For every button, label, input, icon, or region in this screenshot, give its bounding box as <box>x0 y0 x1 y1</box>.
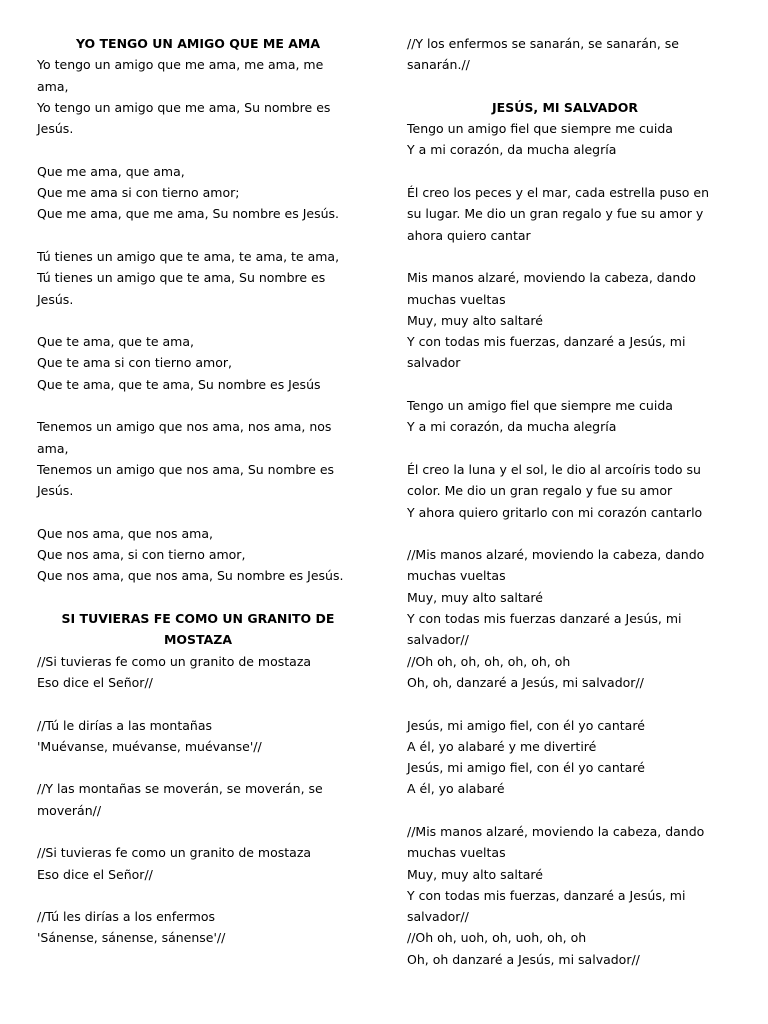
lyric-line: Jesús. <box>37 483 74 499</box>
lyric-line: Que te ama, que te ama, <box>37 334 194 350</box>
lyric-line: Y con todas mis fuerzas, danzaré a Jesús, mi <box>407 887 686 903</box>
stanza <box>37 161 359 225</box>
lyric-line: A él, yo alabaré <box>407 781 505 797</box>
lyric-line: Que nos ama, que nos ama, Su nombre es Jesús. <box>37 568 344 584</box>
lyric-line: Que te ama si con tierno amor, <box>37 355 232 371</box>
song-title: YO TENGO UN AMIGO QUE ME AMA <box>75 36 321 51</box>
lyric-line: //Oh oh, oh, oh, oh, oh, oh <box>407 653 571 669</box>
lyric-line: //Mis manos alzaré, moviendo la cabeza, dando <box>407 547 705 563</box>
lyric-line: Tú tienes un amigo que te ama, te ama, te ama, <box>37 248 340 264</box>
lyric-line: Que me ama, que me ama, Su nombre es Jesús. <box>37 206 340 222</box>
song <box>37 608 359 949</box>
stanza <box>407 821 723 970</box>
lyric-line: Él creo la luna y el sol, le dio al arcoíris todo su <box>407 461 701 477</box>
lyric-line: Mis manos alzaré, moviendo la cabeza, dando <box>407 270 696 286</box>
stanza <box>37 651 359 694</box>
stanza <box>407 459 723 523</box>
lyric-line: muchas vueltas <box>407 291 506 307</box>
lyric-line: moverán// <box>37 802 102 818</box>
lyric-line: Yo tengo un amigo que me ama, Su nombre es <box>37 99 331 115</box>
lyric-line: salvador// <box>407 909 469 925</box>
lyric-line: Jesús, mi amigo fiel, con él yo cantaré <box>407 717 645 733</box>
lyric-line: 'Sánense, sánense, sánense'// <box>37 930 226 946</box>
lyric-line: Muy, muy alto saltaré <box>407 589 543 605</box>
lyric-line: Que me ama, que ama, <box>37 163 185 179</box>
lyric-line: salvador// <box>407 632 469 648</box>
lyric-line: Tú tienes un amigo que te ama, Su nombre es <box>37 270 326 286</box>
lyric-line: Que nos ama, si con tierno amor, <box>37 547 246 563</box>
lyric-line: //Si tuvieras fe como un granito de mostaza <box>37 845 312 861</box>
lyric-line: sanarán.// <box>407 57 470 73</box>
stanza <box>37 331 359 395</box>
lyric-line: Y a mi corazón, da mucha alegría <box>407 419 617 435</box>
lyric-line: Tengo un amigo fiel que siempre me cuida <box>407 398 673 414</box>
lyric-line: Y con todas mis fuerzas danzaré a Jesús, mi <box>407 611 682 627</box>
lyric-line: Jesús, mi amigo fiel, con él yo cantaré <box>407 760 645 776</box>
lyric-line: Y ahora quiero gritarlo con mi corazón cantarlo <box>407 504 703 520</box>
lyric-line: Eso dice el Señor// <box>37 674 153 690</box>
stanza <box>37 778 359 821</box>
lyric-line: ama, <box>37 78 69 94</box>
stanza <box>407 395 723 438</box>
lyric-line: Tengo un amigo fiel que siempre me cuida <box>407 121 673 137</box>
lyric-line: ama, <box>37 440 69 456</box>
lyric-line: Tenemos un amigo que nos ama, nos ama, nos <box>37 419 332 435</box>
lyric-line: color. Me dio un gran regalo y fue su amor <box>407 483 673 499</box>
song-title: SI TUVIERAS FE COMO UN GRANITO DE MOSTAZA <box>61 611 335 648</box>
lyric-line: //Y los enfermos se sanarán, se sanarán, se <box>407 36 679 51</box>
lyric-line: Que me ama si con tierno amor; <box>37 185 240 201</box>
lyric-line: Jesús. <box>37 291 74 307</box>
lyric-line: ahora quiero cantar <box>407 227 531 243</box>
lyric-line: //Oh oh, uoh, oh, uoh, oh, oh <box>407 930 587 946</box>
lyric-line: muchas vueltas <box>407 568 506 584</box>
stanza <box>37 416 359 501</box>
lyric-line: Oh, oh danzaré a Jesús, mi salvador// <box>407 951 640 967</box>
song <box>407 97 723 970</box>
left-column <box>37 33 359 949</box>
lyric-line: Que te ama, que te ama, Su nombre es Jesús <box>37 376 321 392</box>
lyric-line: Él creo los peces y el mar, cada estrella puso en <box>407 185 710 201</box>
stanza <box>37 842 359 885</box>
lyric-line: Y con todas mis fuerzas, danzaré a Jesús, mi <box>407 334 686 350</box>
stanza <box>37 906 359 949</box>
stanza <box>407 118 723 161</box>
stanza <box>37 715 359 758</box>
lyric-line: //Y las montañas se moverán, se moverán, se <box>37 781 323 797</box>
lyric-line: 'Muévanse, muévanse, muévanse'// <box>37 738 262 754</box>
lyric-line: su lugar. Me dio un gran regalo y fue su amor y <box>407 206 704 222</box>
lyric-line: salvador <box>407 355 461 371</box>
stanza <box>407 267 723 373</box>
lyric-line: Y a mi corazón, da mucha alegría <box>407 142 617 158</box>
lyric-line: Eso dice el Señor// <box>37 866 153 882</box>
lyric-line: //Mis manos alzaré, moviendo la cabeza, dando <box>407 823 705 839</box>
stanza <box>37 246 359 310</box>
lyric-line: //Tú le dirías a las montañas <box>37 717 213 733</box>
lyric-line: //Tú les dirías a los enfermos <box>37 909 216 925</box>
lyric-line: Yo tengo un amigo que me ama, me ama, me <box>37 57 324 73</box>
stanza <box>407 544 723 693</box>
lyric-line: muchas vueltas <box>407 845 506 861</box>
lyric-line: A él, yo alabaré y me divertiré <box>407 738 597 754</box>
song-title: JESÚS, MI SALVADOR <box>492 99 638 115</box>
lyric-line: Jesús. <box>37 121 74 137</box>
lyric-line: Tenemos un amigo que nos ama, Su nombre es <box>37 461 335 477</box>
right-column <box>407 33 723 970</box>
stanza <box>37 523 359 587</box>
stanza <box>407 182 723 246</box>
lyric-line: Muy, muy alto saltaré <box>407 866 543 882</box>
lyric-line: Oh, oh, danzaré a Jesús, mi salvador// <box>407 674 644 690</box>
lyric-line: Muy, muy alto saltaré <box>407 312 543 328</box>
lyric-line: Que nos ama, que nos ama, <box>37 525 213 541</box>
song <box>37 33 359 587</box>
stanza <box>37 54 359 139</box>
song <box>407 33 723 76</box>
lyric-line: //Si tuvieras fe como un granito de mostaza <box>37 653 312 669</box>
stanza <box>407 33 723 76</box>
stanza <box>407 715 723 800</box>
